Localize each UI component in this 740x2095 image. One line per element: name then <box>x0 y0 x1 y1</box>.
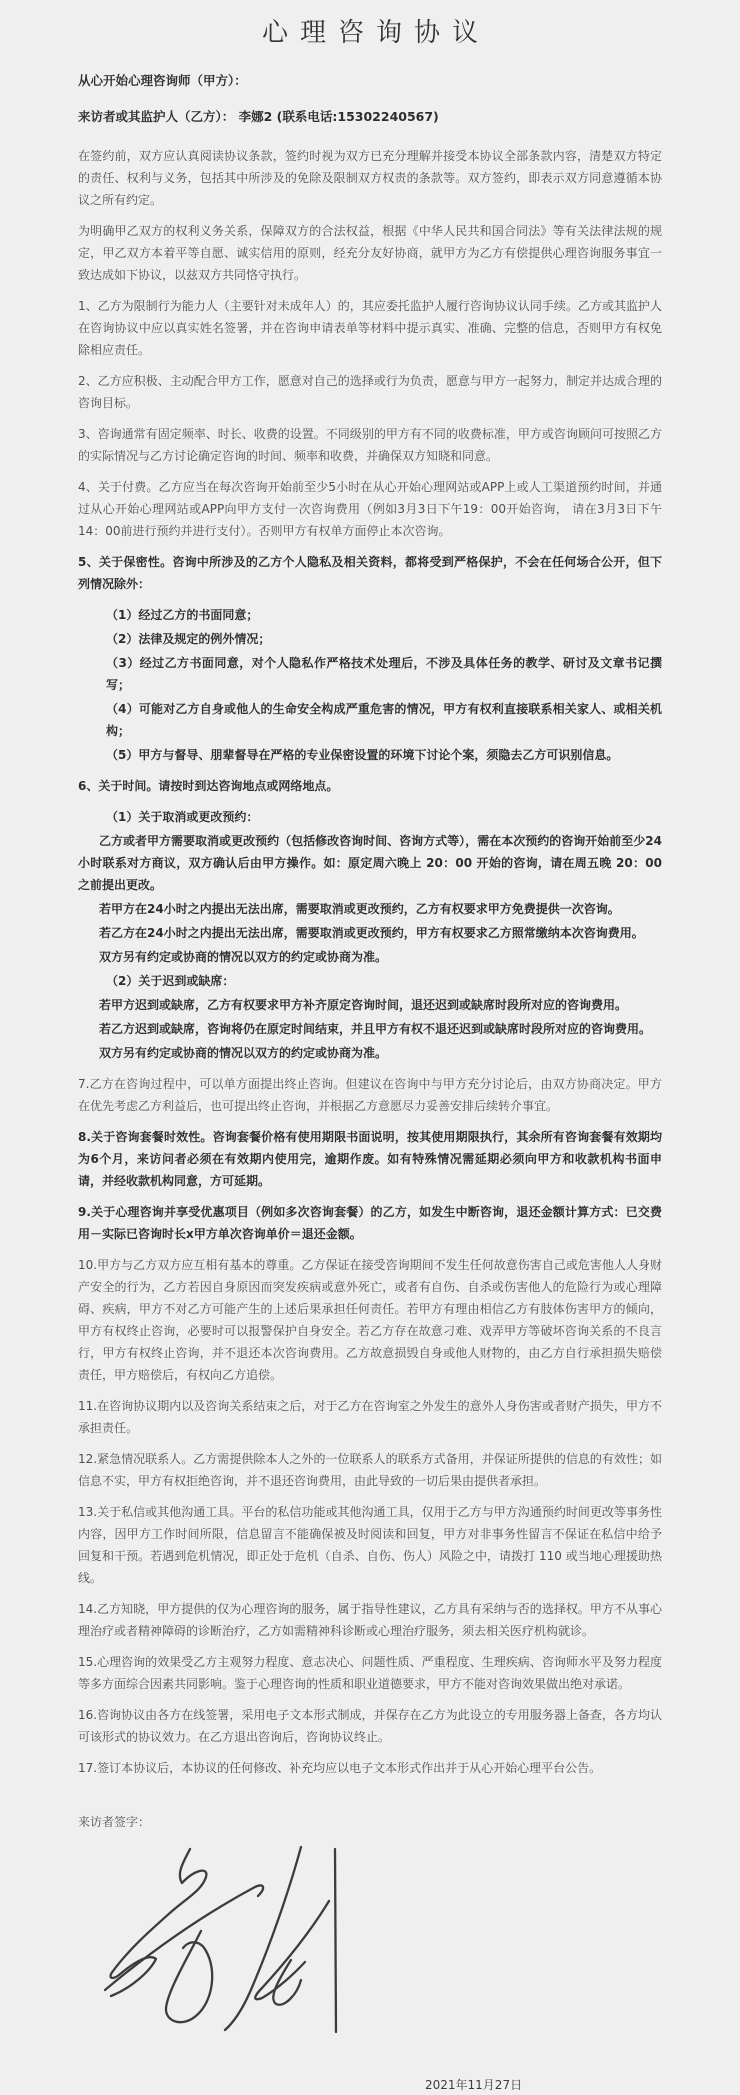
document-title: 心理咨询协议 <box>261 18 490 48</box>
clause-13: 13.关于私信或其他沟通工具。平台的私信功能或其他沟通工具，仅用于乙方与甲方沟通预约时间更改等事务性内容，因甲方工作时间所限，信息留言不能确保被及时阅读和回复，甲方对非事务性留言不保证在私信中给予回复和干预。若遇到危机情况，即正处于危机（自杀、自伤、伤人）风险之中，请拨打 110 或当地心理援助热线。 <box>78 1505 662 1585</box>
clause-6-sub-1-line-2: 若甲方在24小时之内提出无法出席，需要取消或更改预约，乙方有权要求甲方免费提供一次咨询。 <box>99 902 620 916</box>
clause-6-sub-2-line-3: 双方另有约定或协商的情况以双方的约定或协商为准。 <box>99 1046 388 1060</box>
clause-6-sub-2-line-1: 若甲方迟到或缺席，乙方有权要求甲方补齐原定咨询时间，退还迟到或缺席时段所对应的咨询费用。 <box>99 998 628 1012</box>
clause-11: 11.在咨询协议期内以及咨询关系结束之后，对于乙方在咨询室之外发生的意外人身伤害或者财产损失，甲方不承担责任。 <box>78 1399 662 1435</box>
clause-6-sub-1-line-1: 乙方或者甲方需要取消或更改预约（包括修改咨询时间、咨询方式等），需在本次预约的咨询开始前至少24小时联系对方商议，双方确认后由甲方操作。如：原定周六晚上 20：00 开始的咨询，请在周五晚 20：00 之前提出更改。 <box>78 834 662 892</box>
clause-5-item-3: （3）经过乙方书面同意，对个人隐私作严格技术处理后，不涉及具体任务的教学、研讨及文章书记撰写； <box>106 656 662 692</box>
clause-6-heading: 6、关于时间。请按时到达咨询地点或网络地点。 <box>78 779 339 793</box>
clause-5-heading: 5、关于保密性。咨询中所涉及的乙方个人隐私及相关资料，都将受到严格保护，不会在任何场合公开，但下列情况除外： <box>78 555 662 591</box>
clause-6-sub-1-line-4: 双方另有约定或协商的情况以双方的约定或协商为准。 <box>99 950 388 964</box>
clause-6-sub-1-heading: （1）关于取消或更改预约： <box>106 810 259 824</box>
clause-16: 16.咨询协议由各方在线签署，采用电子文本形式制成，并保存在乙方为此设立的专用服务器上备查，各方均认可该形式的协议效力。在乙方退出咨询后，咨询协议终止。 <box>78 1708 662 1744</box>
clause-7: 7.乙方在咨询过程中，可以单方面提出终止咨询。但建议在咨询中与甲方充分讨论后，由双方协商决定。甲方在优先考虑乙方利益后，也可提出终止咨询，并根据乙方意愿尽力妥善安排后续转介事宜。 <box>78 1077 662 1113</box>
clause-10: 10.甲方与乙方双方应互相有基本的尊重。乙方保证在接受咨询期间不发生任何故意伤害自己或危害他人人身财产安全的行为，乙方若因自身原因而突发疾病或意外死亡，或者有自伤、自杀或伤害他人的危险行为或心理障碍、疾病，甲方不对乙方可能产生的上述后果承担任何责任。若甲方有理由相信乙方有肢体伤害甲方的倾向，甲方有权终止咨询，必要时可以报警保护自身安全。若乙方存在故意刁难、戏弄甲方等破坏咨询关系的不良言行，甲方有权终止咨询，并不退还本次咨询费用。乙方故意损毁自身或他人财物的，由乙方自行承担损失赔偿责任，甲方赔偿后，有权向乙方追偿。 <box>78 1258 662 1382</box>
clause-3: 3、咨询通常有固定频率、时长、收费的设置。不同级别的甲方有不同的收费标准，甲方或咨询顾问可按照乙方的实际情况与乙方讨论确定咨询的时间、频率和收费，并确保双方知晓和同意。 <box>78 427 662 463</box>
signature-date: 2021年11月27日 <box>425 2078 523 2092</box>
clause-5-item-5: （5）甲方与督导、朋辈督导在严格的专业保密设置的环境下讨论个案，须隐去乙方可识别信息。 <box>106 748 619 762</box>
clause-9: 9.关于心理咨询并享受优惠项目（例如多次咨询套餐）的乙方，如发生中断咨询，退还金额计算方式：已交费用－实际已咨询时长x甲方单次咨询单价＝退还金额。 <box>78 1205 662 1241</box>
clause-2: 2、乙方应积极、主动配合甲方工作，愿意对自己的选择或行为负责，愿意与甲方一起努力，制定并达成合理的咨询目标。 <box>78 374 662 410</box>
clause-14: 14.乙方知晓，甲方提供的仅为心理咨询的服务，属于指导性建议，乙方具有采纳与否的选择权。甲方不从事心理治疗或者精神障碍的诊断治疗，乙方如需精神科诊断或心理治疗服务，须去相关医疗机构就诊。 <box>78 1602 662 1638</box>
clause-5-item-1: （1）经过乙方的书面同意； <box>106 608 259 622</box>
signature-label: 来访者签字： <box>78 1815 151 1829</box>
clause-6-sub-2-heading: （2）关于迟到或缺席： <box>106 974 235 988</box>
clause-12: 12.紧急情况联系人。乙方需提供除本人之外的一位联系人的联系方式备用，并保证所提供的信息的有效性；如信息不实，甲方有权拒绝咨询，并不退还咨询费用，由此导致的一切后果由提供者承担。 <box>78 1452 662 1488</box>
clause-5-item-4: （4）可能对乙方自身或他人的生命安全构成严重危害的情况，甲方有权利直接联系相关家人、或相关机构； <box>106 702 662 738</box>
signature-image <box>104 1843 346 2035</box>
party-b-value: 李娜2 (联系电话:15302240567) <box>234 109 439 124</box>
clause-8: 8.关于咨询套餐时效性。咨询套餐价格有使用期限书面说明，按其使用期限执行，其余所有咨询套餐有效期均为6个月，来访问者必须在有效期内使用完，逾期作废。如有特殊情况需延期必须向甲方和收款机构书面申请，并经收款机构同意，方可延期。 <box>78 1130 662 1188</box>
party-b-label: 来访者或其监护人（乙方）： <box>78 109 235 124</box>
clause-5-item-2: （2）法律及规定的例外情况； <box>106 632 271 646</box>
clause-15: 15.心理咨询的效果受乙方主观努力程度、意志决心、问题性质、严重程度、生理疾病、咨询师水平及努力程度等多方面综合因素共同影响。鉴于心理咨询的性质和职业道德要求，甲方不能对咨询效果做出绝对承诺。 <box>78 1655 662 1691</box>
clause-4: 4、关于付费。乙方应当在每次咨询开始前至少5小时在从心开始心理网站或APP上或人工渠道预约时间，并通过从心开始心理网站或APP向甲方支付一次咨询费用（例如3月3日下午19：00开始咨询， 请在3月3日下午14：00前进行预约并进行支付）。否则甲方有权单方面停止本次咨询。 <box>78 480 662 538</box>
clause-6-sub-2-line-2: 若乙方迟到或缺席，咨询将仍在原定时间结束，并且甲方有权不退还迟到或缺席时段所对应的咨询费用。 <box>99 1022 652 1036</box>
intro-paragraph-1: 在签约前，双方应认真阅读协议条款，签约时视为双方已充分理解并接受本协议全部条款内容，清楚双方特定的责任、权利与义务，包括其中所涉及的免除及限制双方权责的条款等。双方签约，即表示双方同意遵循本协议之所有约定。 <box>78 149 662 207</box>
clause-5 <box>78 551 662 766</box>
clause-17: 17.签订本协议后，本协议的任何修改、补充均应以电子文本形式作出并于从心开始心理平台公告。 <box>78 1761 602 1775</box>
clause-6 <box>78 775 662 1064</box>
party-b-line <box>78 109 662 125</box>
clause-6-sub-1-line-3: 若乙方在24小时之内提出无法出席，需要取消或更改预约，甲方有权要求乙方照常缴纳本次咨询费用。 <box>99 926 644 940</box>
clause-1: 1、乙方为限制行为能力人（主要针对未成年人）的，其应委托监护人履行咨询协议认同手续。乙方或其监护人在咨询协议中应以真实姓名签署，并在咨询申请表单等材料中提示真实、准确、完整的信息，否则甲方有权免除相应责任。 <box>78 299 662 357</box>
party-a-line: 从心开始心理咨询师（甲方）： <box>78 73 247 88</box>
intro-paragraph-2: 为明确甲乙双方的权利义务关系，保障双方的合法权益，根据《中华人民共和国合同法》等有关法律法规的规定，甲乙双方本着平等自愿、诚实信用的原则，经充分友好协商，就甲方为乙方有偿提供心理咨询服务事宜一致达成如下协议，以兹双方共同恪守执行。 <box>78 224 662 282</box>
handwritten-signature-icon <box>104 1843 346 2035</box>
